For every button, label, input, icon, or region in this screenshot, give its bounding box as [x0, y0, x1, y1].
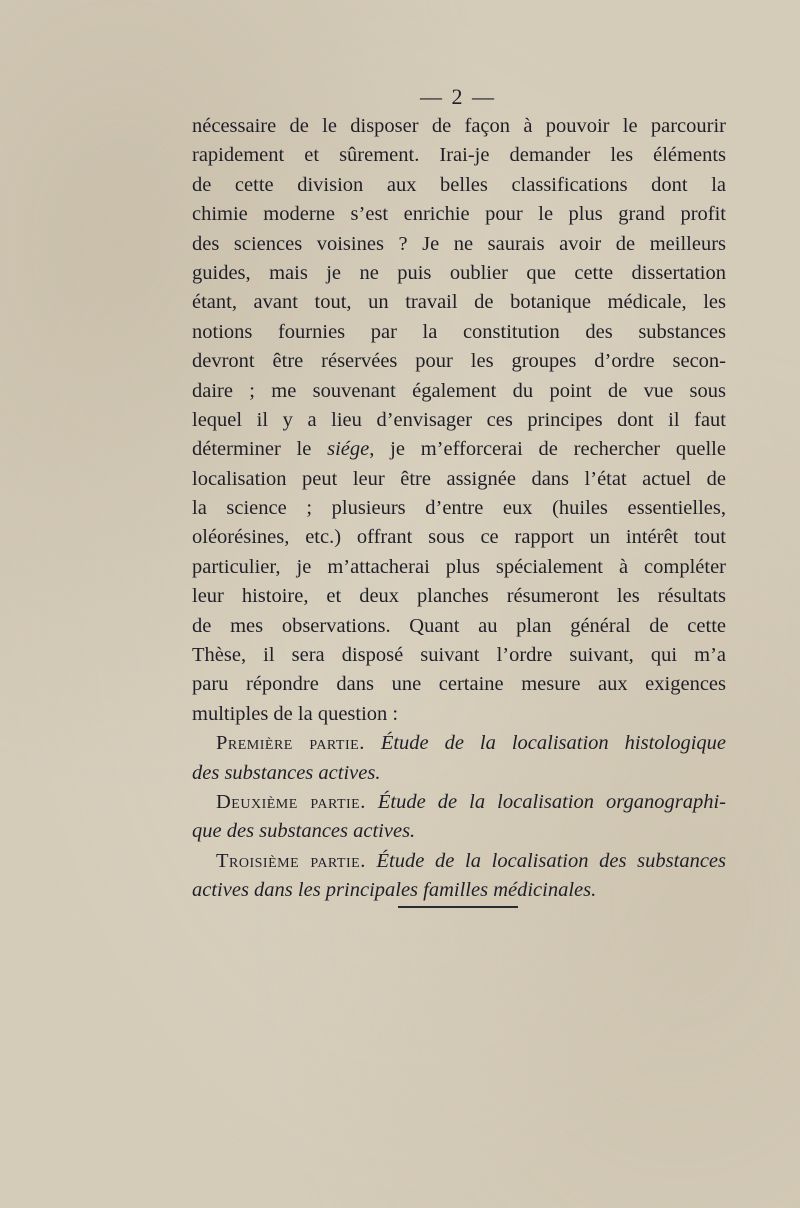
text-fragment: , je m’efforcerai de rechercher quelle — [369, 438, 726, 461]
text-line: rapidement et sûrement. Irai-je demander les éléments — [192, 144, 726, 167]
part-title: Étude de la localisation organographi- — [377, 790, 726, 813]
text-line: de mes observations. Quant au plan général de cette — [192, 614, 726, 637]
body-text — [192, 112, 726, 906]
part-label: Troisième partie. — [216, 849, 366, 872]
text-line: notions fournies par la constitution des substances — [192, 320, 726, 343]
part-title-continued: que des substances actives. — [192, 820, 416, 843]
text-line: paru répondre dans une certaine mesure aux exigences — [192, 673, 726, 696]
text-line: des sciences voisines ? Je ne saurais avoir de meilleurs — [192, 232, 726, 255]
text-line: leur histoire, et deux planches résumeront les résultats — [192, 585, 726, 608]
italic-word: siége — [327, 438, 370, 461]
part-label: Deuxième partie. — [216, 790, 366, 813]
text-line: chimie moderne s’est enrichie pour le plus grand profit — [192, 203, 726, 226]
text-line: multiples de la question : — [192, 702, 399, 725]
part-title: Étude de la localisation histologique — [380, 732, 727, 755]
text-line: localisation peut leur être assignée dans l’état actuel de — [192, 467, 726, 490]
part-title: Étude de la localisation des substances — [376, 849, 726, 872]
text-line-siege — [192, 435, 726, 464]
text-line: Thèse, il sera disposé suivant l’ordre suivant, qui m’a — [192, 644, 726, 667]
text-line: particulier, je m’attacherai plus spécialement à compléter — [192, 555, 726, 578]
part-title-continued: des substances actives. — [192, 761, 381, 784]
page-number: — 2 — — [420, 84, 496, 109]
text-line: daire ; me souvenant également du point de vue sous — [192, 379, 726, 402]
part-heading-2 — [192, 788, 726, 817]
section-divider — [398, 906, 518, 908]
text-line: devront être réservées pour les groupes d’ordre secon- — [192, 350, 726, 373]
part-heading-1 — [192, 729, 726, 758]
part-label: Première partie. — [216, 732, 365, 755]
text-line: lequel il y a lieu d’envisager ces principes dont il faut — [192, 408, 726, 431]
text-fragment: déterminer le — [192, 438, 328, 461]
part-heading-3 — [192, 847, 726, 876]
text-line: étant, avant tout, un travail de botanique médicale, les — [192, 291, 726, 314]
text-line: guides, mais je ne puis oublier que cette dissertation — [192, 261, 726, 284]
text-line: la science ; plusieurs d’entre eux (huiles essentielles, — [192, 497, 726, 520]
text-line: nécessaire de le disposer de façon à pouvoir le parcourir — [192, 115, 726, 137]
part-title-continued: actives dans les principales familles médicinales. — [192, 879, 597, 902]
text-line: de cette division aux belles classifications dont la — [192, 173, 726, 196]
text-line: oléorésines, etc.) offrant sous ce rapport un intérêt tout — [192, 526, 726, 549]
